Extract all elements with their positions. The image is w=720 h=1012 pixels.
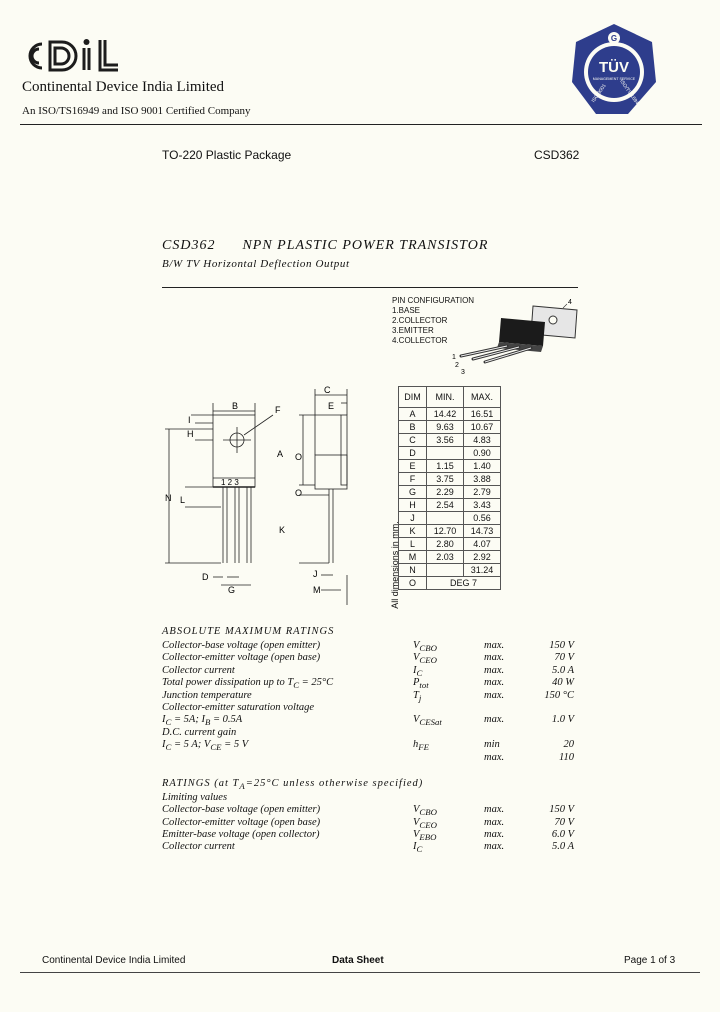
title-rule bbox=[162, 287, 578, 288]
dim-cell bbox=[427, 564, 464, 577]
dim-row bbox=[399, 434, 501, 447]
dim-cell: 3.56 bbox=[427, 434, 464, 447]
rating-value: 150 V bbox=[549, 804, 574, 816]
dim-cell: 2.29 bbox=[427, 486, 464, 499]
dim-cell: 14.73 bbox=[464, 525, 501, 538]
product-application: B/W TV Horizontal Deflection Output bbox=[162, 258, 350, 270]
dim-row bbox=[399, 460, 501, 473]
title-part: CSD362 bbox=[162, 238, 216, 253]
package-label: TO-220 Plastic Package bbox=[162, 148, 292, 162]
rating-row bbox=[162, 640, 582, 652]
dim-label-c: C bbox=[324, 385, 331, 395]
pin-1: 1.BASE bbox=[392, 306, 421, 315]
mechanical-outline-drawing bbox=[155, 385, 355, 610]
rating-condition: max. bbox=[484, 677, 505, 689]
badge-isots: ISO/TS 16949 bbox=[618, 78, 642, 109]
rating-value: 6.0 V bbox=[551, 829, 574, 841]
ratings-section bbox=[162, 626, 582, 854]
dim-row bbox=[399, 577, 501, 590]
dim-cell: J bbox=[399, 512, 427, 525]
absolute-max-title: ABSOLUTE MAXIMUM RATINGS bbox=[162, 626, 335, 637]
rating-row bbox=[162, 804, 582, 816]
dim-label-h: H bbox=[187, 429, 194, 439]
rating-value: 70 V bbox=[554, 652, 574, 664]
rating-symbol: $V_{CBO}$ bbox=[413, 640, 437, 654]
dim-cell: 3.75 bbox=[427, 473, 464, 486]
rating-label: Collector-base voltage (open emitter) bbox=[162, 804, 321, 816]
footer-company: Continental Device India Limited bbox=[42, 955, 186, 966]
dim-row bbox=[399, 512, 501, 525]
rating-value: 70 V bbox=[554, 816, 574, 828]
footer-doc-type: Data Sheet bbox=[332, 955, 384, 966]
badge-service: MANAGEMENT SERVICE bbox=[592, 77, 636, 81]
rating-row bbox=[162, 817, 582, 829]
rating-label: Junction temperature bbox=[162, 689, 252, 701]
ratings-title bbox=[162, 778, 582, 792]
rating-condition: max. bbox=[484, 640, 505, 651]
rating-label: Collector-base voltage (open emitter) bbox=[162, 640, 321, 651]
rating-value: 1.0 V bbox=[551, 714, 574, 726]
dim-label-i: I bbox=[188, 415, 191, 425]
dim-label-b: B bbox=[232, 401, 239, 411]
rating-condition: max. bbox=[484, 816, 505, 828]
dim-cell: 3.43 bbox=[464, 499, 501, 512]
dim-label-o-bottom: O bbox=[295, 488, 303, 498]
dim-cell: 31.24 bbox=[464, 564, 501, 577]
dim-cell: DEG 7 bbox=[427, 577, 501, 590]
dim-cell: M bbox=[399, 551, 427, 564]
dim-row bbox=[399, 473, 501, 486]
rating-label: Collector-emitter voltage (open base) bbox=[162, 816, 321, 828]
dimension-units-note: All dimensions in mm. bbox=[390, 521, 400, 609]
cdil-logo bbox=[22, 36, 122, 76]
rating-row bbox=[162, 677, 582, 689]
rating-value: 110 bbox=[559, 751, 574, 763]
rating-value: 150 °C bbox=[544, 689, 574, 701]
rating-row bbox=[162, 841, 582, 853]
dim-label-n: N bbox=[165, 493, 172, 503]
dim-cell: 3.88 bbox=[464, 473, 501, 486]
absolute-max-rows bbox=[162, 640, 582, 764]
dim-label-f: F bbox=[275, 405, 281, 415]
dim-cell: 16.51 bbox=[464, 408, 501, 421]
company-name: Continental Device India Limited bbox=[22, 79, 225, 95]
rating-condition: min bbox=[484, 739, 500, 751]
dim-row bbox=[399, 447, 501, 460]
limiting-values-label bbox=[162, 792, 582, 804]
dim-cell bbox=[427, 447, 464, 460]
dim-cell: 12.70 bbox=[427, 525, 464, 538]
rating-symbol: $V_{EBO}$ bbox=[413, 829, 437, 843]
dimension-table bbox=[398, 386, 501, 590]
rating-label: Collector-emitter voltage (open base) bbox=[162, 652, 321, 664]
rating-condition: max. bbox=[484, 841, 505, 853]
part-number: CSD362 bbox=[534, 148, 580, 162]
dim-cell: F bbox=[399, 473, 427, 486]
svg-text:G: G bbox=[610, 34, 618, 43]
ratings-title-text: RATINGS (at T bbox=[162, 777, 240, 789]
rating-value: 5.0 A bbox=[552, 664, 574, 676]
dim-cell: 4.83 bbox=[464, 434, 501, 447]
dim-cell: G bbox=[399, 486, 427, 499]
dim-cell: B bbox=[399, 421, 427, 434]
rating-condition: max. bbox=[484, 804, 505, 816]
rating-symbol: $V_{CBO}$ bbox=[413, 804, 437, 818]
pin-3: 3.EMITTER bbox=[392, 326, 434, 335]
rating-symbol: $I_C$ bbox=[413, 841, 423, 855]
rating-label: $I_C = 5A$; $I_B = 0.5A$ bbox=[162, 714, 243, 728]
rating-label: Collector current bbox=[162, 841, 235, 853]
rating-symbol: $h_{FE}$ bbox=[413, 739, 429, 753]
dim-cell: A bbox=[399, 408, 427, 421]
dim-cell: L bbox=[399, 538, 427, 551]
rating-row bbox=[162, 665, 582, 677]
dim-header-dim: DIM bbox=[399, 387, 427, 408]
company-subtitle: An ISO/TS16949 and ISO 9001 Certified Company bbox=[22, 105, 251, 117]
dim-row bbox=[399, 525, 501, 538]
dim-label-j: J bbox=[313, 569, 318, 579]
dim-cell: D bbox=[399, 447, 427, 460]
rating-row bbox=[162, 690, 582, 702]
dim-header-max: MAX. bbox=[464, 387, 501, 408]
rating-value: 20 bbox=[563, 739, 574, 751]
rating-symbol: $V_{CEO}$ bbox=[413, 652, 437, 666]
rating-condition: max. bbox=[484, 652, 505, 664]
rating-label: Emitter-base voltage (open collector) bbox=[162, 829, 320, 841]
rating-symbol: $T_j$ bbox=[413, 689, 422, 703]
dim-cell: C bbox=[399, 434, 427, 447]
tuv-certification-badge bbox=[566, 22, 662, 118]
rating-label: $I_C = 5$ A; $V_{CE} = 5$ V bbox=[162, 739, 249, 753]
dim-label-d: D bbox=[202, 572, 209, 582]
ratings-title-sub: A bbox=[239, 781, 246, 791]
dim-header-min: MIN. bbox=[427, 387, 464, 408]
rating-row bbox=[162, 652, 582, 664]
rating-row bbox=[162, 739, 582, 751]
drawing-pin-numbers: 1 2 3 bbox=[221, 478, 239, 487]
pin-config-heading: PIN CONFIGURATION bbox=[392, 296, 475, 305]
dim-cell: 14.42 bbox=[427, 408, 464, 421]
dim-cell: 1.15 bbox=[427, 460, 464, 473]
dim-label-l: L bbox=[180, 495, 186, 505]
rating-label: Collector current bbox=[162, 664, 235, 676]
limiting-values-text: Limiting values bbox=[162, 791, 228, 803]
rating-value: 40 W bbox=[552, 677, 574, 689]
badge-iso9001: ISO 9001 bbox=[590, 83, 608, 104]
pkg-pin-3: 3 bbox=[461, 369, 465, 376]
dim-cell: K bbox=[399, 525, 427, 538]
ratings-rows bbox=[162, 804, 582, 854]
dim-cell: 2.92 bbox=[464, 551, 501, 564]
rating-label: Collector-emitter saturation voltage bbox=[162, 701, 315, 713]
rating-row bbox=[162, 829, 582, 841]
dim-label-o-top: O bbox=[295, 452, 303, 462]
rating-condition: max. bbox=[484, 829, 505, 841]
dim-cell: 1.40 bbox=[464, 460, 501, 473]
dim-label-e: E bbox=[328, 401, 335, 411]
dim-cell bbox=[427, 512, 464, 525]
footer-rule bbox=[20, 972, 700, 973]
dim-cell: 9.63 bbox=[427, 421, 464, 434]
rating-symbol: $P_{tot}$ bbox=[413, 677, 429, 691]
dim-cell: O bbox=[399, 577, 427, 590]
dim-label-m: M bbox=[313, 585, 321, 595]
dim-cell: 4.07 bbox=[464, 538, 501, 551]
dim-cell: 2.54 bbox=[427, 499, 464, 512]
dim-label-k: K bbox=[279, 525, 286, 535]
dim-row bbox=[399, 499, 501, 512]
rating-condition: max. bbox=[484, 751, 505, 763]
pin-2: 2.COLLECTOR bbox=[392, 316, 448, 325]
rating-row bbox=[162, 714, 582, 726]
rating-label: Total power dissipation up to $T_C = 25^\circ C$ bbox=[162, 677, 334, 691]
footer-page: Page 1 of 3 bbox=[624, 955, 676, 966]
pin-4: 4.COLLECTOR bbox=[392, 336, 448, 345]
pkg-pin-2: 2 bbox=[455, 362, 459, 369]
rating-value: 150 V bbox=[549, 640, 574, 651]
rating-symbol: $V_{CEO}$ bbox=[413, 816, 437, 830]
dim-cell: 10.67 bbox=[464, 421, 501, 434]
rating-condition: max. bbox=[484, 689, 505, 701]
rating-row bbox=[162, 752, 582, 764]
dim-cell: E bbox=[399, 460, 427, 473]
rating-symbol: $I_C$ bbox=[413, 664, 423, 678]
dim-cell: 2.80 bbox=[427, 538, 464, 551]
dim-row bbox=[399, 421, 501, 434]
dim-cell: 2.79 bbox=[464, 486, 501, 499]
title-description: NPN PLASTIC POWER TRANSISTOR bbox=[242, 238, 489, 253]
dim-row bbox=[399, 551, 501, 564]
dim-cell: N bbox=[399, 564, 427, 577]
pkg-pin-1: 1 bbox=[452, 354, 456, 361]
dim-label-a: A bbox=[277, 449, 284, 459]
badge-brand: TÜV bbox=[599, 59, 629, 76]
rating-condition: max. bbox=[484, 714, 505, 726]
dim-label-g: G bbox=[228, 585, 236, 595]
rating-label: D.C. current gain bbox=[162, 726, 237, 738]
dim-cell: 0.56 bbox=[464, 512, 501, 525]
rating-condition: max. bbox=[484, 664, 505, 676]
dim-cell: 2.03 bbox=[427, 551, 464, 564]
dim-cell: 0.90 bbox=[464, 447, 501, 460]
to220-package-illustration bbox=[445, 296, 585, 376]
pkg-pin-4: 4 bbox=[568, 299, 572, 306]
dim-row bbox=[399, 564, 501, 577]
ratings-title-tail: =25°C unless otherwise specified) bbox=[245, 777, 424, 789]
rating-row bbox=[162, 702, 582, 714]
dim-row bbox=[399, 486, 501, 499]
rating-symbol: $V_{CESat}$ bbox=[413, 714, 442, 728]
header-rule bbox=[20, 124, 702, 125]
rating-row bbox=[162, 727, 582, 739]
rating-value: 5.0 A bbox=[552, 841, 574, 853]
product-title bbox=[162, 238, 488, 254]
dim-row bbox=[399, 408, 501, 421]
dim-row bbox=[399, 538, 501, 551]
dim-cell: H bbox=[399, 499, 427, 512]
